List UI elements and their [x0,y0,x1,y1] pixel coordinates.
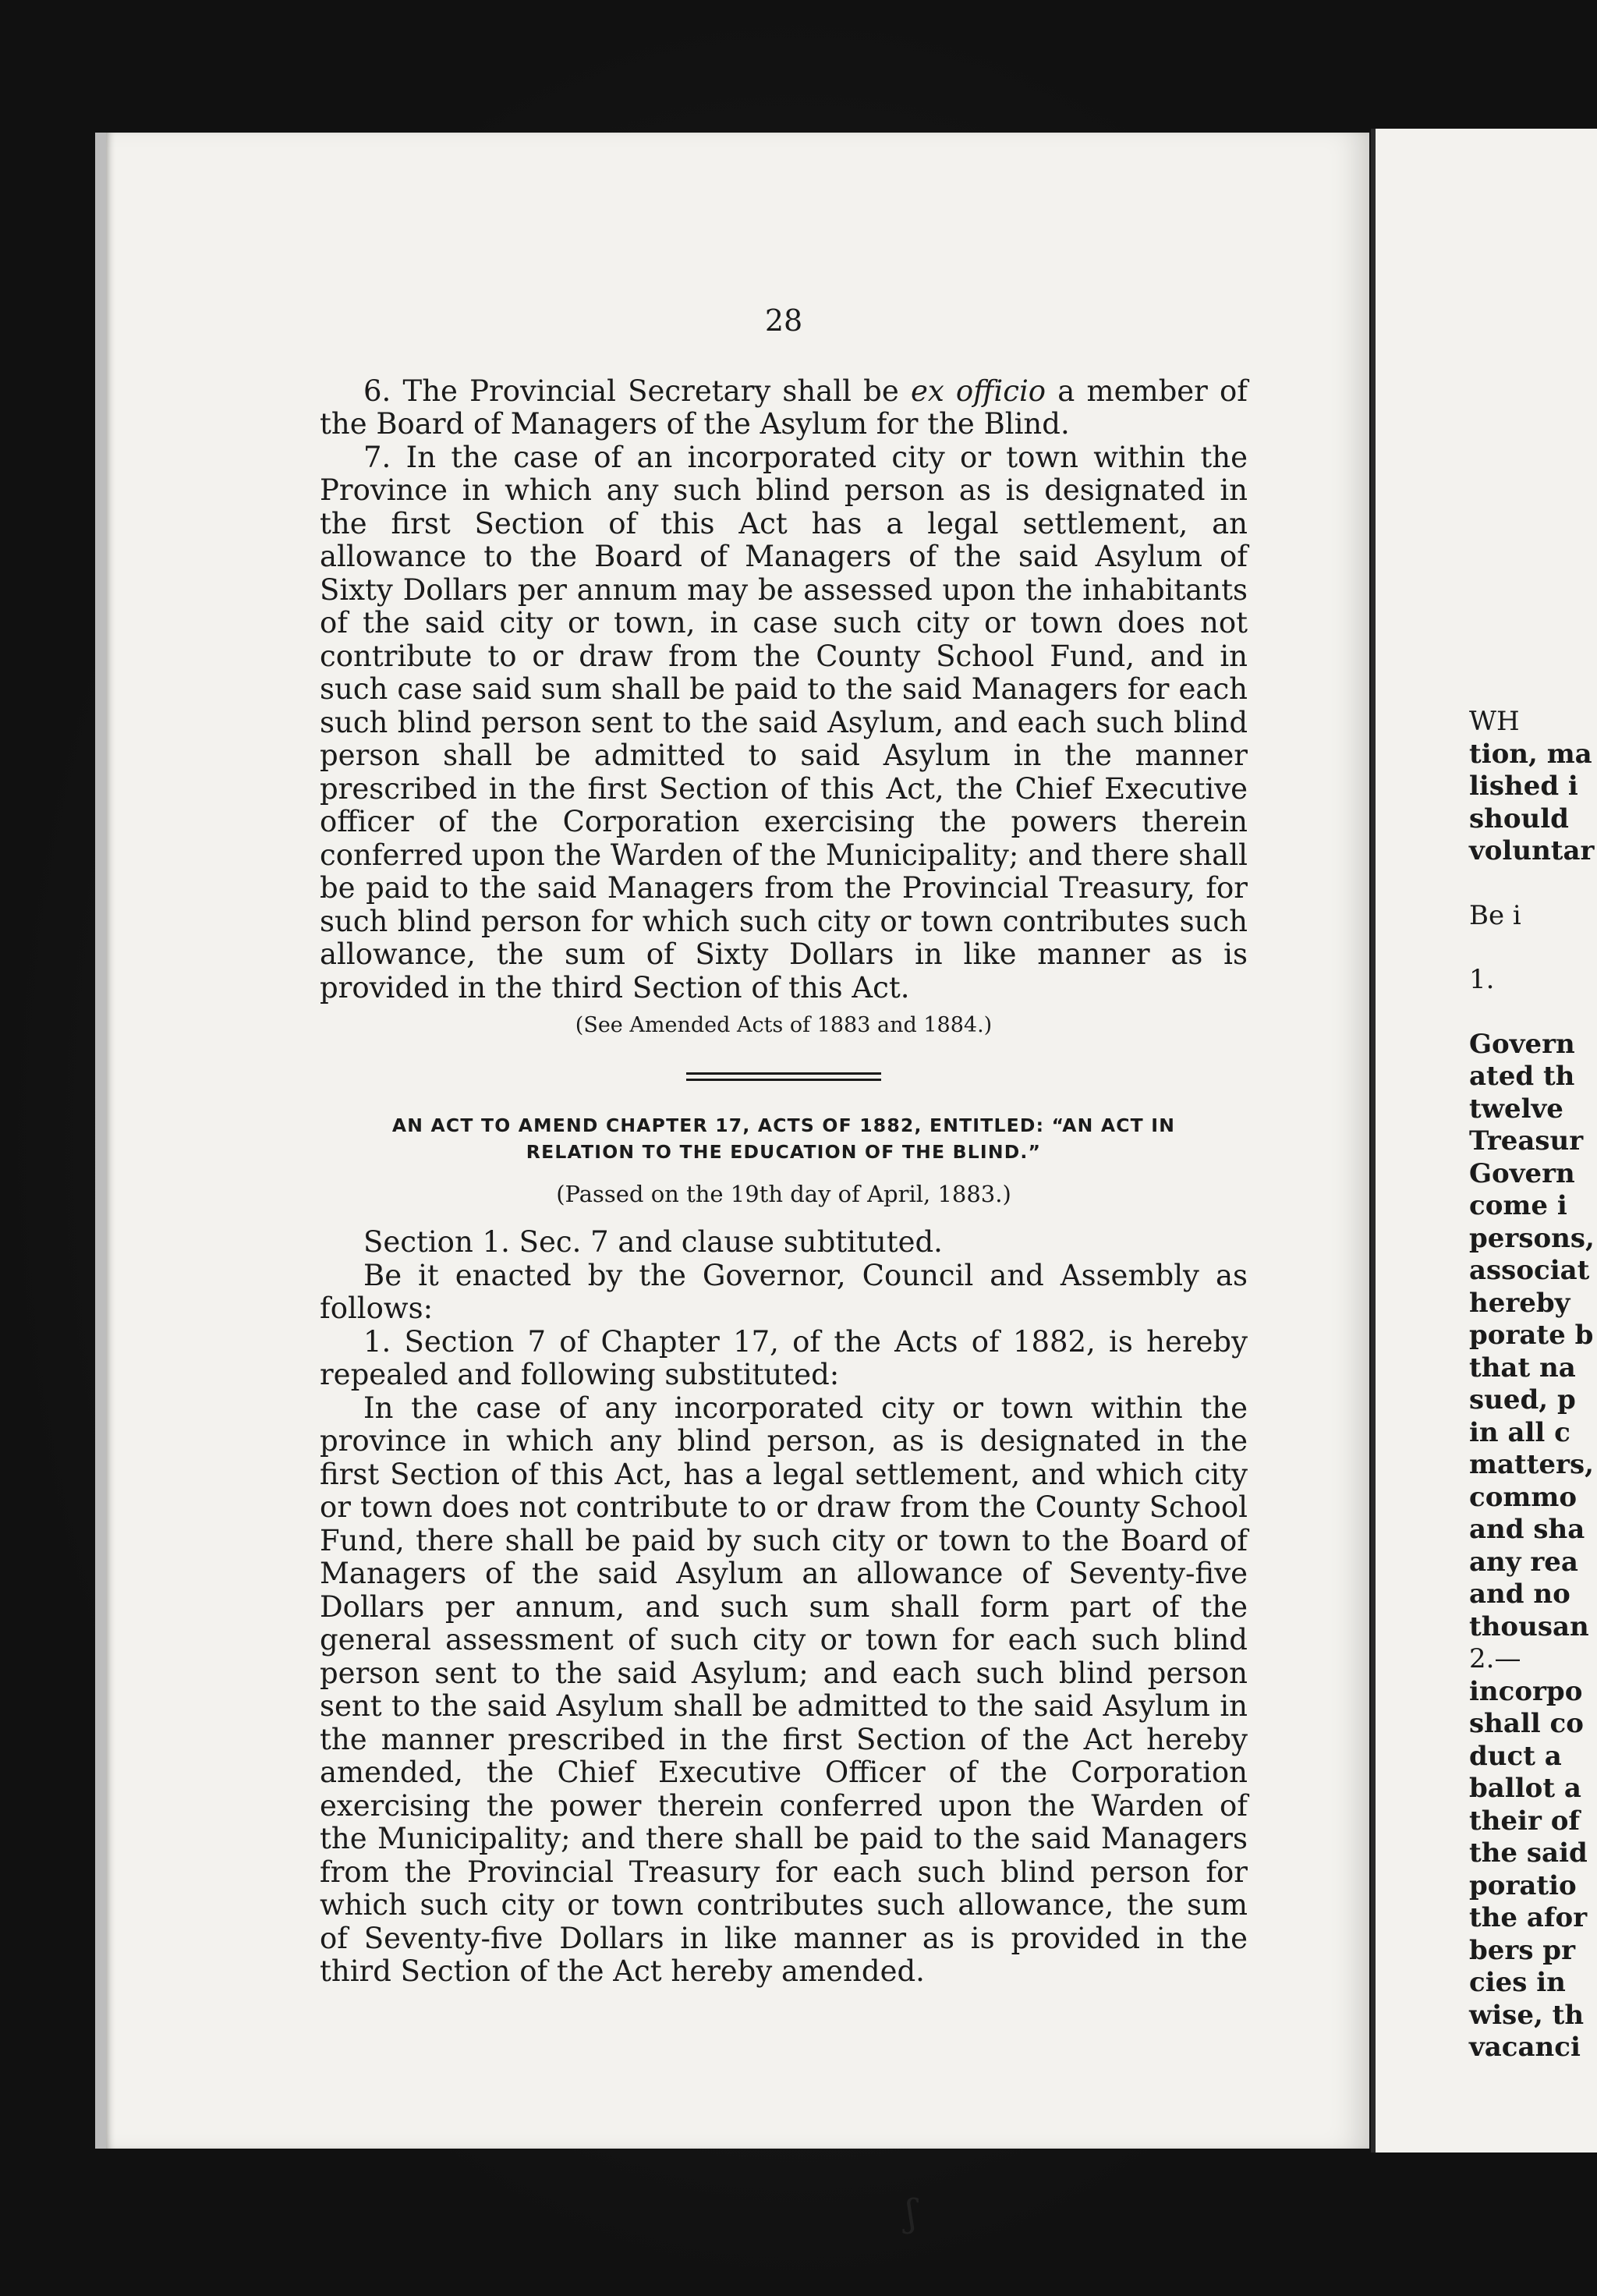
right-page-line [1469,997,1597,1029]
right-page-line: sued, p [1469,1384,1576,1416]
right-page-line [1469,932,1597,964]
right-page-line: in all c [1469,1416,1570,1448]
right-page-line: Treasur [1469,1125,1584,1157]
right-page-line: 1. [1469,964,1495,995]
right-page-line: come i [1469,1190,1567,1221]
right-page-line: that na [1469,1352,1576,1384]
right-page-line: twelve [1469,1093,1563,1125]
right-page-line: 2.— [1469,1643,1521,1674]
section-heading: Section 1. Sec. 7 and clause subtituted. [363,1225,943,1259]
act-title [320,1112,1248,1165]
right-page-line: the said [1469,1837,1588,1869]
binding-mark: ʃ [906,2191,917,2235]
right-page-line: ated th [1469,1061,1575,1092]
right-page-line: hereby [1469,1287,1570,1319]
right-page-line: ballot a [1469,1773,1581,1804]
paragraph-number: 6. [363,374,391,408]
right-page-line: cies in [1469,1967,1566,1998]
right-page-line: wise, th [1469,1999,1585,2031]
right-page-line: Govern [1469,1028,1575,1060]
right-page-line: lished i [1469,771,1578,802]
right-page-line: and no [1469,1578,1570,1610]
right-page-line [1469,868,1597,900]
right-page-line: any rea [1469,1546,1578,1578]
page-number: 28 [764,303,803,338]
right-page-line: incorpo [1469,1675,1583,1707]
passed-date: (Passed on the 19th day of April, 1883.) [556,1180,1011,1207]
right-page-line: bers pr [1469,1934,1575,1966]
enacting-clause: Be it enacted by the Governor, Council and Assembly as follows: [320,1258,1248,1325]
paragraph-6 [320,375,1248,441]
right-page [1371,129,1597,2152]
right-page-line: their of [1469,1805,1581,1837]
right-page-line: tion, ma [1469,738,1592,770]
page-content [320,304,1248,1989]
right-page-line: voluntar [1469,835,1595,866]
paragraph-7 [320,441,1248,1005]
right-page-line: commo [1469,1481,1578,1513]
right-page-line: should [1469,803,1569,834]
right-page-line: poratio [1469,1869,1577,1901]
paragraph-number: 7. [363,440,391,474]
right-page-line: associat [1469,1255,1590,1286]
paragraph-text: In the case of an incorporated city or town within the Province in which any such blind person as is designated in the first Section of this Act has a legal settlement, an allowance to the Board of Managers of the said Asylum of Sixty Dollars per annum may be assessed upon the inhabitants of the said city or town, in case such city or town does not contribute to or draw from the County School Fund, and in such case said sum shall be paid to the said Managers for each such blind person sent to the said Asylum, and each such blind person shall be admitted to said Asylum in the manner prescribed in the first Section of this Act, the Chief Executive officer of the Corporation exercising the powers therein conferred upon the Warden of the Municipality; and there shall be paid to the said Managers from the Provincial Treasury, for such blind person for which such city or town contributes such allowance, the sum of Sixty Dollars in like manner as is provided in the third Section of this Act. [320,440,1248,1004]
paragraph-text: The Provincial Secretary shall be [402,374,911,408]
amendment-note: (See Amended Acts of 1883 and 1884.) [575,1013,993,1037]
right-page-line: the afor [1469,1902,1588,1933]
right-page-line: WH [1469,706,1520,737]
right-page-line: shall co [1469,1708,1584,1739]
paragraph-text: a member of the Board of Managers of the Asylum for the Blind. [320,374,1248,441]
section-1: 1. Section 7 of Chapter 17, of the Acts of 1882, is hereby repealed and following substituted: [320,1324,1248,1391]
section-divider [686,1072,881,1081]
right-page-line: vacanci [1469,2032,1581,2063]
right-page-line: Be i [1469,899,1521,931]
substituted-text: In the case of any incorporated city or town within the province in which any blind person, as is designated in the first Section of this Act, has a legal settlement, and which city or town does not contribute to or draw from the County School Fund, there shall be paid by such city or town to the Board of Managers of the said Asylum an allowance of Seventy-five Dollars per annum, and such sum shall form part of the general assessment of such city or town for each such blind person sent to the said Asylum; and each such blind person sent to the said Asylum shall be admitted to the said Asylum in the manner prescribed in the first Section of the Act hereby amended, the Chief Executive Officer of the Corporation exercising the power therein conferred upon the Warden of the Municipality; and there shall be paid to the said Managers from the Provincial Treasury for each such blind person for which such city or town contributes such allowance, the sum of Seventy-five Dollars in like manner as is provided in the third Section of the Act hereby amended. [320,1391,1248,1988]
right-page-line: matters, [1469,1449,1594,1480]
right-page-line: Govern [1469,1157,1575,1189]
right-page-line: duct a [1469,1740,1562,1772]
right-page-line: porate b [1469,1320,1594,1351]
right-page-line: persons, [1469,1222,1595,1254]
act-title-line-2: RELATION TO THE EDUCATION OF THE BLIND.” [526,1140,1042,1163]
right-page-text [1469,706,1597,2064]
act-title-line-1: AN ACT TO AMEND CHAPTER 17, ACTS OF 1882, ENTITLED: “AN ACT IN [391,1114,1176,1136]
right-page-line: and sha [1469,1514,1585,1545]
right-page-line: thousan [1469,1610,1589,1642]
paragraph-italic: ex officio [910,374,1046,408]
